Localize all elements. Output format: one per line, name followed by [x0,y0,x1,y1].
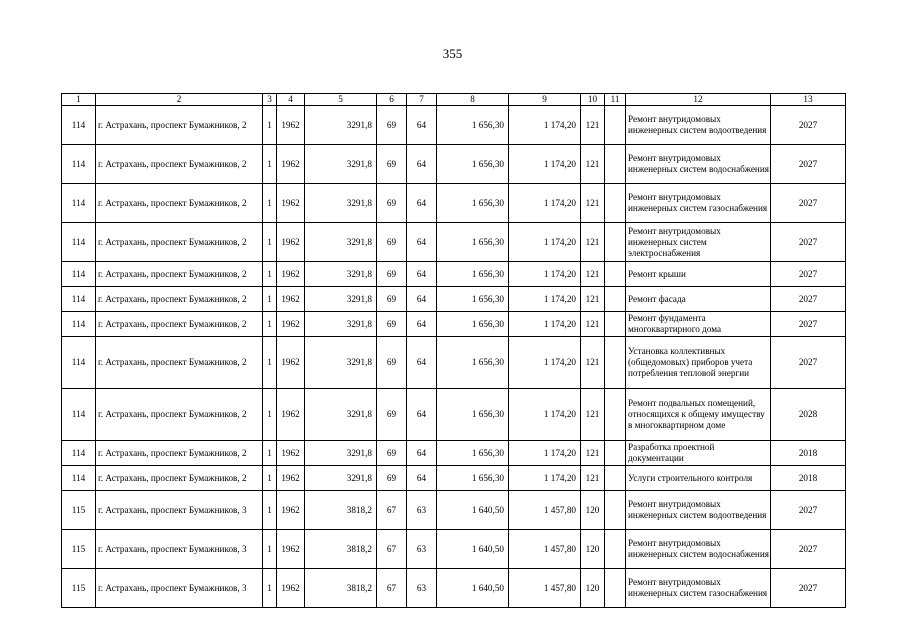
table-row [62,145,846,184]
column-header: 7 [407,94,437,106]
column-header: 4 [277,94,305,106]
year-built-cell: 1962 [277,223,305,262]
row-number-cell: 114 [62,312,96,337]
address-cell: г. Астрахань, проспект Бумажников, 2 [96,441,263,466]
column-header: 11 [605,94,626,106]
cost-cell: 1 640,50 [437,530,509,569]
col11-cell [605,184,626,223]
cost-cell: 1 656,30 [437,145,509,184]
year-built-cell: 1962 [277,262,305,287]
limit-cell: 1 174,20 [509,287,581,312]
planned-year-cell: 2027 [771,569,846,608]
address-cell: г. Астрахань, проспект Бумажников, 2 [96,145,263,184]
table-row [62,441,846,466]
column-header: 10 [581,94,605,106]
row-number-cell: 114 [62,441,96,466]
limit-cell: 1 174,20 [509,106,581,145]
table-body [62,94,846,608]
col10-cell: 120 [581,569,605,608]
limit-cell: 1 174,20 [509,312,581,337]
col10-cell: 121 [581,466,605,491]
col6-cell: 69 [377,106,407,145]
year-built-cell: 1962 [277,389,305,441]
area-cell: 3291,8 [305,223,377,262]
area-cell: 3818,2 [305,569,377,608]
column-header: 3 [263,94,277,106]
col11-cell [605,106,626,145]
page-number: 355 [442,46,463,61]
limit-cell: 1 174,20 [509,441,581,466]
year-built-cell: 1962 [277,530,305,569]
work-type-cell: Ремонт крыши [626,262,771,287]
year-built-cell: 1962 [277,441,305,466]
col6-cell: 69 [377,287,407,312]
planned-year-cell: 2018 [771,466,846,491]
col10-cell: 121 [581,389,605,441]
cost-cell: 1 656,30 [437,223,509,262]
row-number-cell: 114 [62,106,96,145]
planned-year-cell: 2027 [771,106,846,145]
area-cell: 3291,8 [305,441,377,466]
col10-cell: 121 [581,145,605,184]
cost-cell: 1 656,30 [437,184,509,223]
col10-cell: 121 [581,262,605,287]
address-cell: г. Астрахань, проспект Бумажников, 2 [96,106,263,145]
row-number-cell: 114 [62,262,96,287]
cost-cell: 1 656,30 [437,312,509,337]
row-number-cell: 114 [62,337,96,389]
row-number-cell: 115 [62,530,96,569]
cost-cell: 1 656,30 [437,441,509,466]
area-cell: 3818,2 [305,491,377,530]
planned-year-cell: 2027 [771,491,846,530]
work-type-cell: Ремонт фундамента многоквартирного дома [626,312,771,337]
col7-cell: 64 [407,262,437,287]
address-cell: г. Астрахань, проспект Бумажников, 2 [96,466,263,491]
col3-cell: 1 [263,441,277,466]
work-type-cell: Ремонт внутридомовых инженерных систем газоснабжения [626,569,771,608]
col7-cell: 64 [407,466,437,491]
year-built-cell: 1962 [277,337,305,389]
area-cell: 3291,8 [305,106,377,145]
col11-cell [605,441,626,466]
col10-cell: 121 [581,337,605,389]
col10-cell: 121 [581,223,605,262]
col11-cell [605,223,626,262]
area-cell: 3291,8 [305,262,377,287]
table-row [62,466,846,491]
cost-cell: 1 656,30 [437,287,509,312]
planned-year-cell: 2018 [771,441,846,466]
col6-cell: 69 [377,312,407,337]
year-built-cell: 1962 [277,287,305,312]
column-header: 6 [377,94,407,106]
limit-cell: 1 457,80 [509,569,581,608]
table-row [62,312,846,337]
address-cell: г. Астрахань, проспект Бумажников, 2 [96,184,263,223]
header-row [62,94,846,106]
col7-cell: 64 [407,337,437,389]
cost-cell: 1 656,30 [437,389,509,441]
column-header: 13 [771,94,846,106]
col6-cell: 69 [377,262,407,287]
year-built-cell: 1962 [277,106,305,145]
col10-cell: 121 [581,106,605,145]
address-cell: г. Астрахань, проспект Бумажников, 2 [96,312,263,337]
limit-cell: 1 174,20 [509,466,581,491]
col6-cell: 67 [377,491,407,530]
planned-year-cell: 2027 [771,312,846,337]
limit-cell: 1 174,20 [509,223,581,262]
area-cell: 3291,8 [305,145,377,184]
table-row [62,223,846,262]
cost-cell: 1 656,30 [437,106,509,145]
col3-cell: 1 [263,530,277,569]
cost-cell: 1 656,30 [437,337,509,389]
col7-cell: 64 [407,441,437,466]
planned-year-cell: 2027 [771,184,846,223]
area-cell: 3291,8 [305,466,377,491]
col3-cell: 1 [263,262,277,287]
area-cell: 3291,8 [305,184,377,223]
table-row [62,287,846,312]
address-cell: г. Астрахань, проспект Бумажников, 2 [96,337,263,389]
work-type-cell: Ремонт внутридомовых инженерных систем водоотведения [626,106,771,145]
table-row [62,491,846,530]
planned-year-cell: 2027 [771,287,846,312]
table-row [62,262,846,287]
col10-cell: 121 [581,312,605,337]
planned-year-cell: 2027 [771,145,846,184]
col3-cell: 1 [263,389,277,441]
column-header: 8 [437,94,509,106]
col6-cell: 69 [377,337,407,389]
work-type-cell: Ремонт внутридомовых инженерных систем водоотведения [626,491,771,530]
work-type-cell: Ремонт внутридомовых инженерных систем водоснабжения [626,530,771,569]
column-header: 12 [626,94,771,106]
address-cell: г. Астрахань, проспект Бумажников, 3 [96,491,263,530]
row-number-cell: 114 [62,466,96,491]
work-type-cell: Ремонт внутридомовых инженерных систем водоснабжения [626,145,771,184]
column-header: 5 [305,94,377,106]
col7-cell: 64 [407,106,437,145]
col10-cell: 120 [581,491,605,530]
year-built-cell: 1962 [277,145,305,184]
limit-cell: 1 457,80 [509,491,581,530]
col3-cell: 1 [263,223,277,262]
address-cell: г. Астрахань, проспект Бумажников, 3 [96,569,263,608]
col10-cell: 121 [581,287,605,312]
column-header: 2 [96,94,263,106]
col3-cell: 1 [263,184,277,223]
col6-cell: 67 [377,530,407,569]
col3-cell: 1 [263,312,277,337]
limit-cell: 1 174,20 [509,389,581,441]
year-built-cell: 1962 [277,312,305,337]
cost-cell: 1 656,30 [437,466,509,491]
table-row [62,184,846,223]
row-number-cell: 114 [62,287,96,312]
limit-cell: 1 174,20 [509,337,581,389]
address-cell: г. Астрахань, проспект Бумажников, 2 [96,223,263,262]
col3-cell: 1 [263,106,277,145]
year-built-cell: 1962 [277,184,305,223]
col3-cell: 1 [263,337,277,389]
col6-cell: 69 [377,223,407,262]
work-type-cell: Разработка проектной документации [626,441,771,466]
col6-cell: 69 [377,389,407,441]
col11-cell [605,262,626,287]
col7-cell: 64 [407,145,437,184]
row-number-cell: 114 [62,223,96,262]
planned-year-cell: 2027 [771,262,846,287]
col7-cell: 63 [407,491,437,530]
col11-cell [605,389,626,441]
area-cell: 3291,8 [305,389,377,441]
year-built-cell: 1962 [277,569,305,608]
row-number-cell: 114 [62,145,96,184]
cost-cell: 1 656,30 [437,262,509,287]
column-header: 1 [62,94,96,106]
limit-cell: 1 174,20 [509,184,581,223]
table-row [62,337,846,389]
row-number-cell: 114 [62,184,96,223]
table-row [62,530,846,569]
col10-cell: 121 [581,184,605,223]
work-type-cell: Ремонт подвальных помещений, относящихся к общему имуществу в многоквартирном доме [626,389,771,441]
cost-cell: 1 640,50 [437,491,509,530]
col6-cell: 67 [377,569,407,608]
cost-cell: 1 640,50 [437,569,509,608]
col6-cell: 69 [377,441,407,466]
col3-cell: 1 [263,287,277,312]
col10-cell: 121 [581,441,605,466]
col7-cell: 64 [407,389,437,441]
table-row [62,569,846,608]
area-cell: 3291,8 [305,287,377,312]
table-row [62,106,846,145]
address-cell: г. Астрахань, проспект Бумажников, 3 [96,530,263,569]
col7-cell: 64 [407,223,437,262]
planned-year-cell: 2027 [771,530,846,569]
col3-cell: 1 [263,466,277,491]
col11-cell [605,287,626,312]
address-cell: г. Астрахань, проспект Бумажников, 2 [96,262,263,287]
col11-cell [605,312,626,337]
col3-cell: 1 [263,569,277,608]
area-cell: 3818,2 [305,530,377,569]
col11-cell [605,466,626,491]
capital-repair-table [61,93,846,608]
planned-year-cell: 2027 [771,223,846,262]
planned-year-cell: 2028 [771,389,846,441]
row-number-cell: 115 [62,569,96,608]
year-built-cell: 1962 [277,491,305,530]
work-type-cell: Ремонт фасада [626,287,771,312]
column-header: 9 [509,94,581,106]
col11-cell [605,337,626,389]
row-number-cell: 115 [62,491,96,530]
col11-cell [605,491,626,530]
area-cell: 3291,8 [305,337,377,389]
year-built-cell: 1962 [277,466,305,491]
col11-cell [605,569,626,608]
col7-cell: 64 [407,184,437,223]
col6-cell: 69 [377,466,407,491]
limit-cell: 1 457,80 [509,530,581,569]
planned-year-cell: 2027 [771,337,846,389]
work-type-cell: Услуги строительного контроля [626,466,771,491]
col7-cell: 63 [407,569,437,608]
col6-cell: 69 [377,184,407,223]
address-cell: г. Астрахань, проспект Бумажников, 2 [96,287,263,312]
col3-cell: 1 [263,491,277,530]
col11-cell [605,145,626,184]
col3-cell: 1 [263,145,277,184]
col6-cell: 69 [377,145,407,184]
row-number-cell: 114 [62,389,96,441]
limit-cell: 1 174,20 [509,262,581,287]
area-cell: 3291,8 [305,312,377,337]
col7-cell: 63 [407,530,437,569]
work-type-cell: Ремонт внутридомовых инженерных систем газоснабжения [626,184,771,223]
work-type-cell: Установка коллективных (общедомовых) приборов учета потребления тепловой энергии [626,337,771,389]
col10-cell: 120 [581,530,605,569]
col7-cell: 64 [407,287,437,312]
col11-cell [605,530,626,569]
work-type-cell: Ремонт внутридомовых инженерных систем электроснабжения [626,223,771,262]
table-row [62,389,846,441]
col7-cell: 64 [407,312,437,337]
address-cell: г. Астрахань, проспект Бумажников, 2 [96,389,263,441]
limit-cell: 1 174,20 [509,145,581,184]
